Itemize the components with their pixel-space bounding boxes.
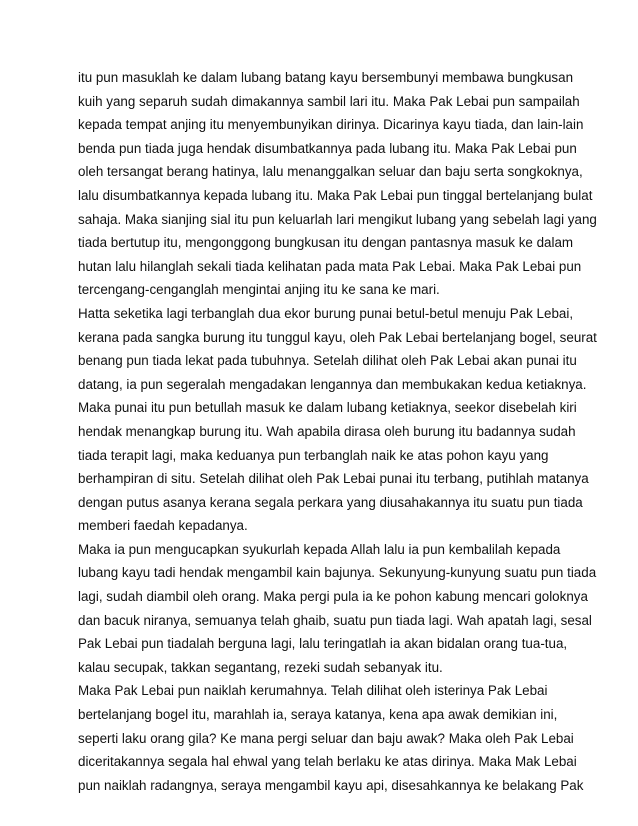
- text-line: tiada bertutup itu, mengonggong bungkusan itu dengan pantasnya masuk ke dalam: [78, 235, 574, 251]
- text-line: memberi faedah kepadanya.: [78, 518, 248, 534]
- text-line: kerana pada sangka burung itu tunggul kayu, oleh Pak Lebai bertelanjang bogel, seurat: [78, 329, 597, 345]
- text-line: Maka ia pun mengucapkan syukurlah kepada Allah lalu ia pun kembalilah kepada: [78, 541, 561, 557]
- text-line: kepada tempat anjing itu menyembunyikan dirinya. Dicarinya kayu tiada, dan lain-lain: [78, 117, 584, 133]
- text-line: lalu disumbatkannya kepada lubang itu. Maka Pak Lebai pun tinggal bertelanjang bulat: [78, 187, 593, 203]
- text-line: hendak menangkap burung itu. Wah apabila dirasa oleh burung itu badannya sudah: [78, 423, 576, 439]
- text-line: dan bacuk niranya, semuanya telah ghaib, suatu pun tiada lagi. Wah apatah lagi, sesal: [78, 612, 592, 628]
- text-line: lubang kayu tadi hendak mengambil kain bajunya. Sekunyung-kunyung suatu pun tiada: [78, 565, 597, 581]
- text-line: Maka Pak Lebai pun naiklah kerumahnya. Telah dilihat oleh isterinya Pak Lebai: [78, 683, 548, 699]
- text-line: kalau secupak, takkan segantang, rezeki sudah sebanyak itu.: [78, 659, 443, 675]
- text-line: pun naiklah radangnya, seraya mengambil kayu api, disesahkannya ke belakang Pak: [78, 777, 584, 793]
- text-line: Maka punai itu pun betullah masuk ke dalam lubang ketiaknya, seekor disebelah kiri: [78, 400, 577, 416]
- text-line: tiada terapit lagi, maka keduanya pun terbanglah naik ke atas pohon kayu yang: [78, 447, 549, 463]
- text-line: kuih yang separuh sudah dimakannya sambil lari itu. Maka Pak Lebai pun sampailah: [78, 93, 580, 109]
- text-line: tercengang-cenganglah mengintai anjing itu ke sana ke mari.: [78, 282, 440, 298]
- text-line: sahaja. Maka sianjing sial itu pun keluarlah lari mengikut lubang yang sebelah lagi yang: [78, 211, 597, 227]
- text-line: benang pun tiada lekat pada tubuhnya. Setelah dilihat oleh Pak Lebai akan punai itu: [78, 353, 577, 369]
- text-line: diceritakannya segala hal ehwal yang telah berlaku ke atas dirinya. Maka Mak Lebai: [78, 754, 577, 770]
- text-line: hutan lalu hilanglah sekali tiada kelihatan pada mata Pak Lebai. Maka Pak Lebai pun: [78, 258, 582, 274]
- text-line: oleh tersangat berang hatinya, lalu menanggalkan seluar dan baju serta songkoknya,: [78, 164, 583, 180]
- text-line: berhampiran di situ. Setelah dilihat oleh Pak Lebai punai itu terbang, putihlah matanya: [78, 471, 589, 487]
- text-line: Pak Lebai pun tiadalah berguna lagi, lalu teringatlah ia akan bidalan orang tua-tua,: [78, 636, 568, 652]
- text-line: dengan putus asanya kerana segala perkara yang diusahakannya itu suatu pun tiada: [78, 494, 583, 510]
- text-line: seperti laku orang gila? Ke mana pergi seluar dan baju awak? Maka oleh Pak Lebai: [78, 730, 574, 746]
- text-line: datang, ia pun segeralah mengadakan lengannya dan membukakan kedua ketiaknya.: [78, 376, 587, 392]
- body-text: [78, 66, 597, 797]
- text-line: lagi, sudah diambil oleh orang. Maka pergi pula ia ke pohon kabung mencari goloknya: [78, 589, 588, 605]
- text-line: bertelanjang bogel itu, marahlah ia, seraya katanya, kena apa awak demikian ini,: [78, 707, 558, 723]
- text-line: benda pun tiada juga hendak disumbatkannya pada lubang itu. Maka Pak Lebai pun: [78, 140, 577, 156]
- text-line: itu pun masuklah ke dalam lubang batang kayu bersembunyi membawa bungkusan: [78, 70, 574, 85]
- text-line: Hatta seketika lagi terbanglah dua ekor burung punai betul-betul menuju Pak Lebai,: [78, 305, 574, 321]
